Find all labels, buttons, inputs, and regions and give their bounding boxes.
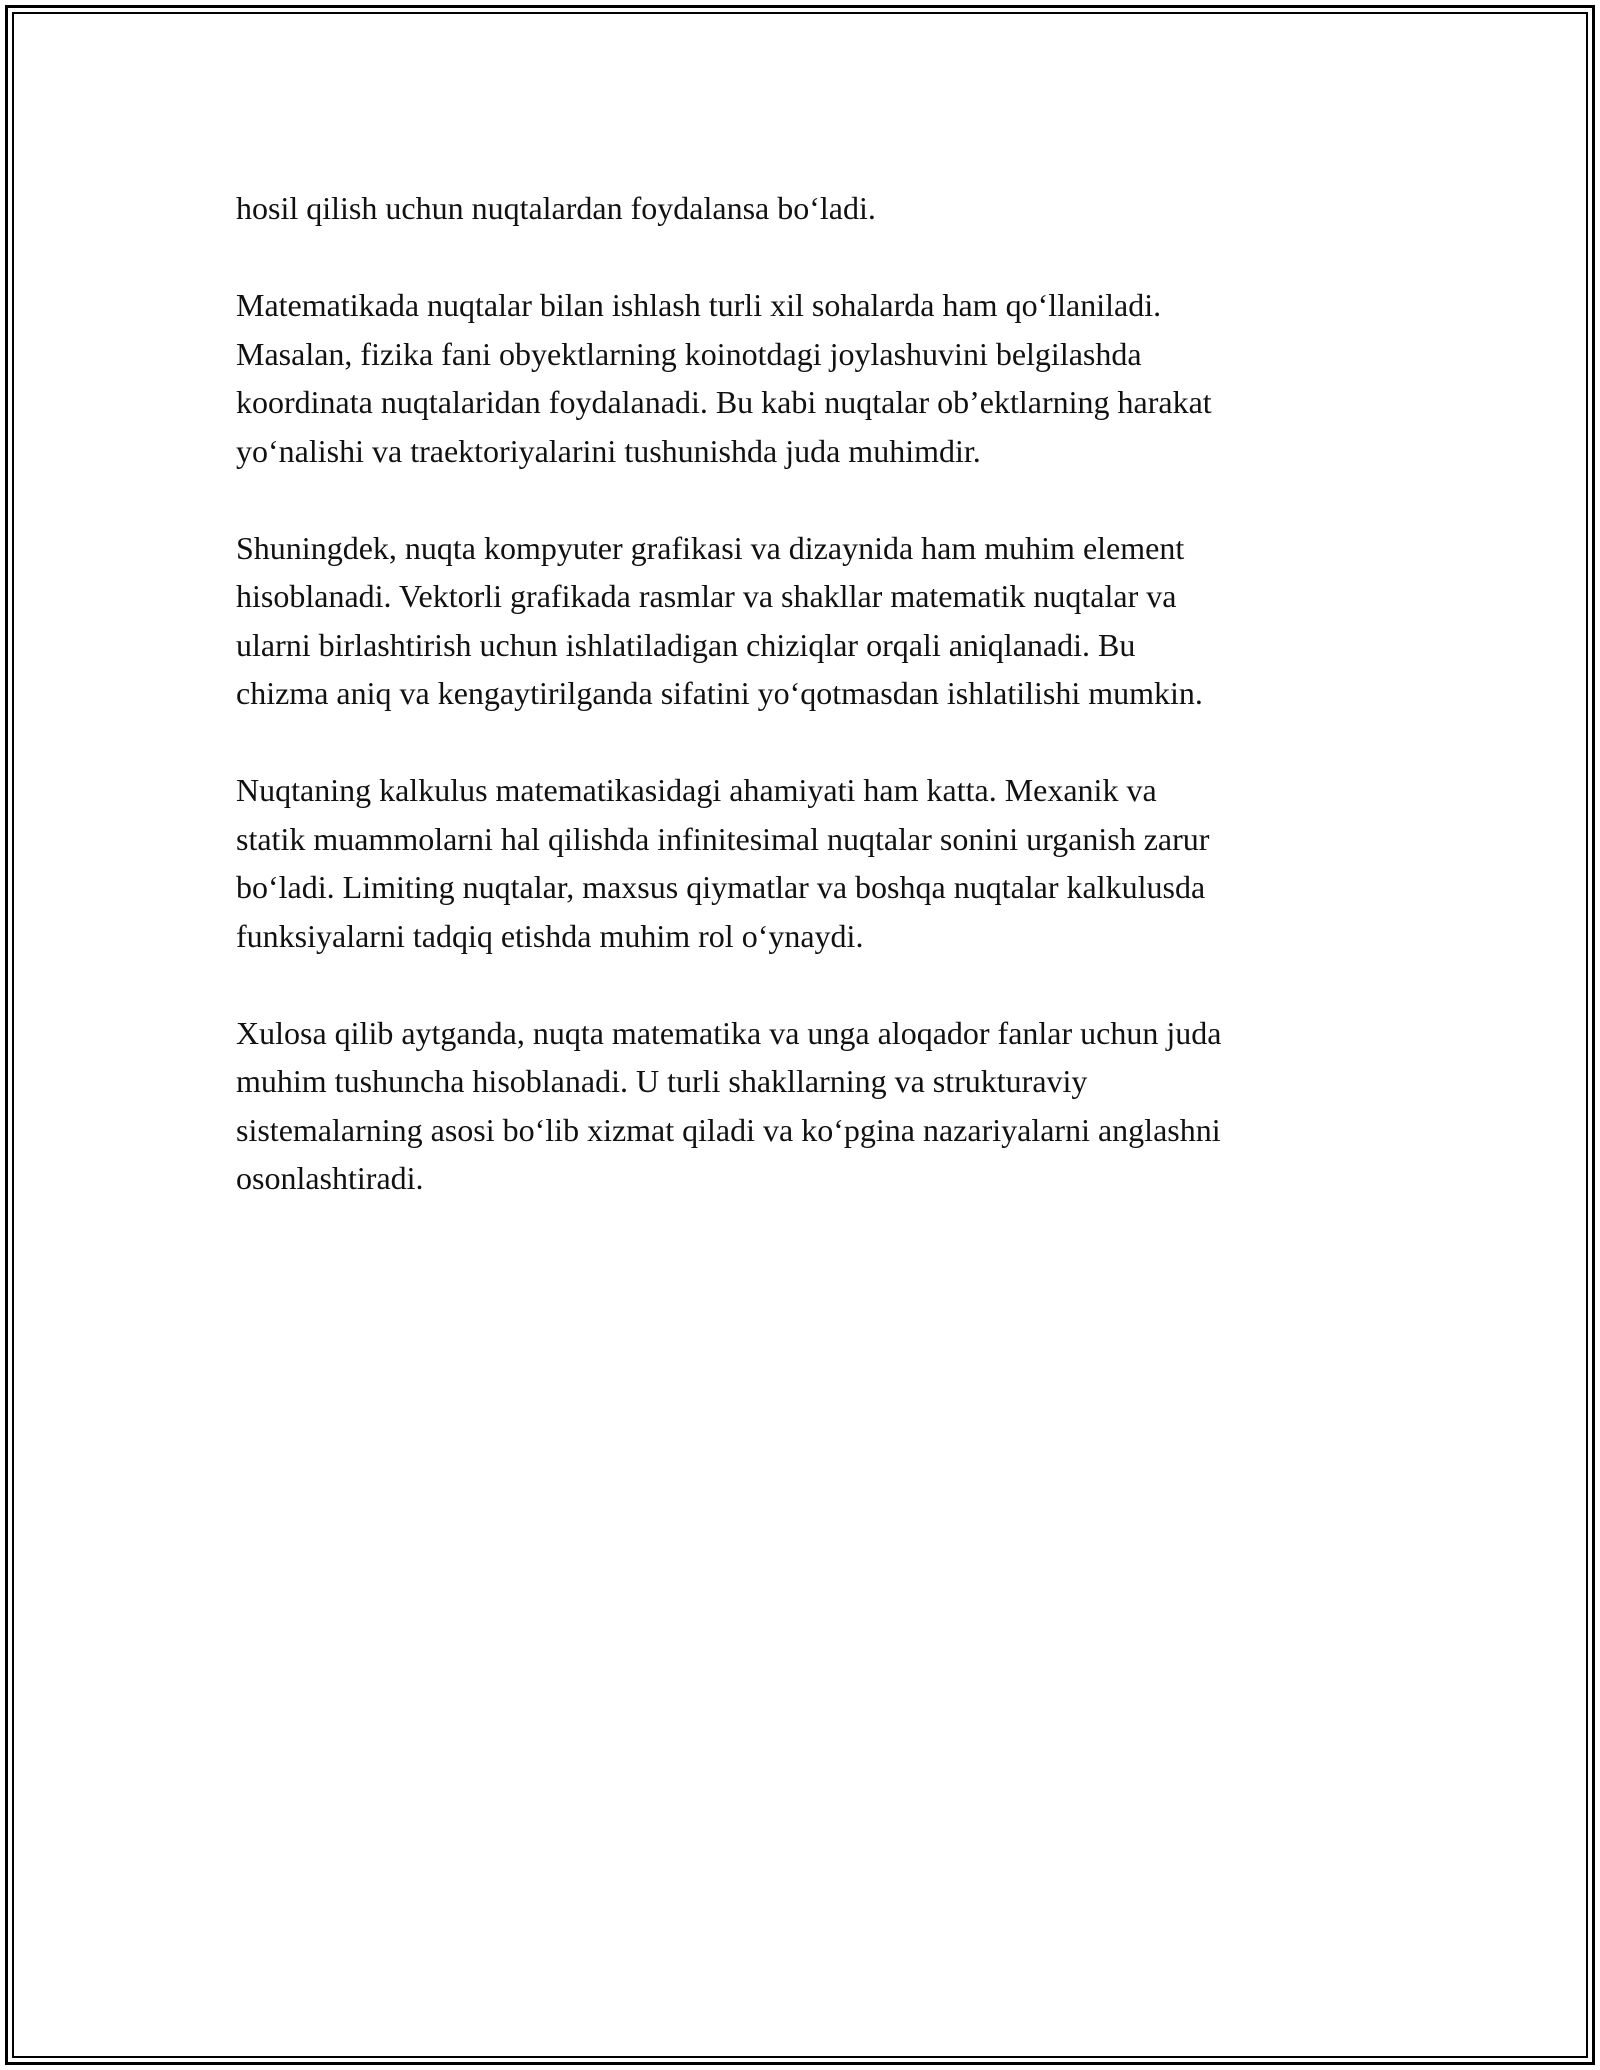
- paragraph: [236, 766, 1386, 960]
- text-line: hosil qilish uchun nuqtalardan foydalansa bo‘ladi.: [236, 190, 876, 226]
- text-line: osonlashtiradi.: [236, 1160, 424, 1196]
- paragraph: [236, 281, 1386, 475]
- text-line: sistemalarning asosi bo‘lib xizmat qiladi va ko‘pgina nazariyalarni anglashni: [236, 1111, 1221, 1148]
- paragraph: [236, 184, 1386, 233]
- text-line: funksiyalarni tadqiq etishda muhim rol o‘ynaydi.: [236, 917, 864, 954]
- text-line: Shuningdek, nuqta kompyuter grafikasi va dizaynida ham muhim element: [236, 529, 1185, 566]
- text-line: Nuqtaning kalkulus matematikasidagi ahamiyati ham katta. Mexanik va: [236, 772, 1157, 808]
- text-line: yo‘nalishi va traektoriyalarini tushunishda juda muhimdir.: [236, 432, 981, 469]
- text-line: Xulosa qilib aytganda, nuqta matematika va unga aloqador fanlar uchun juda: [236, 1014, 1222, 1051]
- paragraph: [236, 1009, 1386, 1203]
- text-line: Masalan, fizika fani obyektlarning koinotdagi joylashuvini belgilashda: [236, 335, 1142, 372]
- text-line: koordinata nuqtalaridan foydalanadi. Bu kabi nuqtalar ob’ektlarning harakat: [236, 384, 1212, 420]
- text-line: ularni birlashtirish uchun ishlatiladigan chiziqlar orqali aniqlanadi. Bu: [236, 626, 1136, 663]
- text-line: muhim tushuncha hisoblanadi. U turli shakllarning va strukturaviy: [236, 1063, 1088, 1099]
- document-body: [236, 184, 1386, 1251]
- text-line: Matematikada nuqtalar bilan ishlash turli xil sohalarda ham qo‘llaniladi.: [236, 287, 1162, 323]
- text-line: chizma aniq va kengaytirilganda sifatini yo‘qotmasdan ishlatilishi mumkin.: [236, 675, 1203, 711]
- text-line: statik muammolarni hal qilishda infinitesimal nuqtalar sonini urganish zarur: [236, 820, 1210, 857]
- text-line: bo‘ladi. Limiting nuqtalar, maxsus qiymatlar va boshqa nuqtalar kalkulusda: [236, 869, 1206, 905]
- text-line: hisoblanadi. Vektorli grafikada rasmlar va shakllar matematik nuqtalar va: [236, 578, 1177, 614]
- paragraph: [236, 524, 1386, 718]
